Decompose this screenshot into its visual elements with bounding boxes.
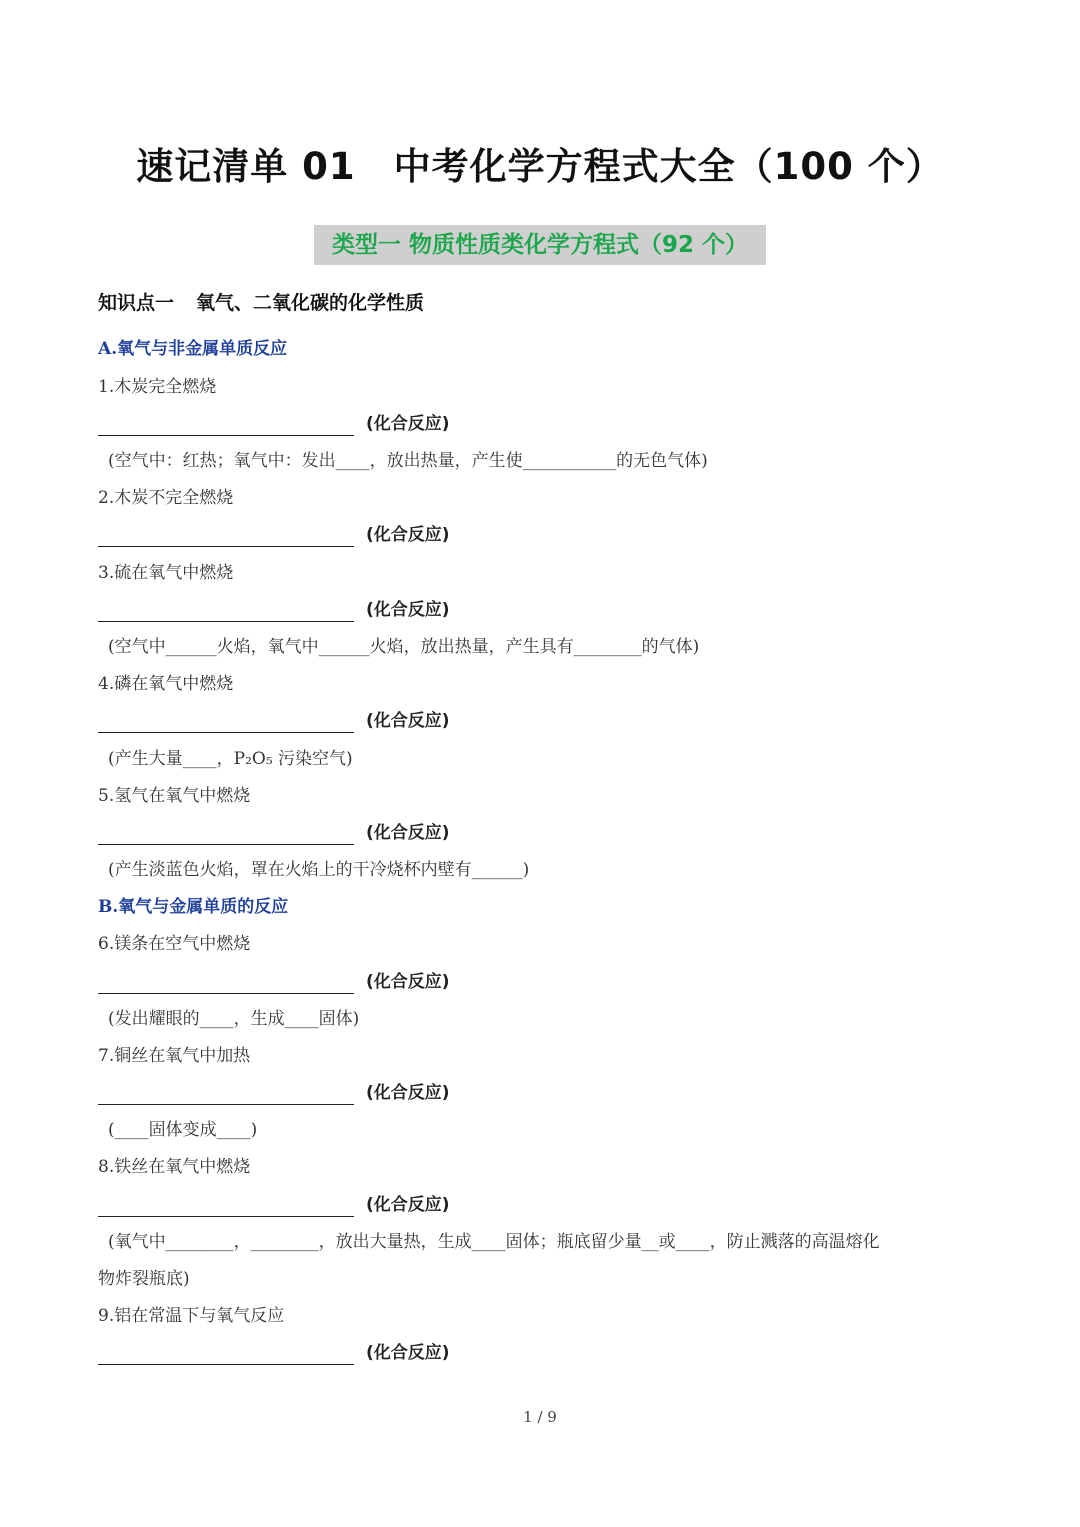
section-heading-b: B.氧气与金属单质的反应: [98, 897, 289, 917]
page-title: 速记清单 01 中考化学方程式大全（100 个）: [136, 145, 944, 188]
item-5: 5.氢气在氧气中燃烧: [98, 786, 251, 806]
equation-row-1: [98, 412, 450, 436]
note-1: (空气中：红热；氧气中：发出____，放出热量，产生使___________的无色气体): [108, 451, 708, 471]
equation-row-2: [98, 523, 450, 547]
note-8-continued: 物炸裂瓶底): [98, 1269, 190, 1289]
answer-blank[interactable]: [98, 1345, 354, 1365]
note-5: (产生淡蓝色火焰，罩在火焰上的干冷烧杯内壁有______): [108, 860, 530, 880]
knowledge-point-topic: 氧气、二氧化碳的化学性质: [196, 292, 425, 314]
type-banner: 类型一 物质性质类化学方程式（92 个）: [314, 225, 766, 265]
reaction-type-label: (化合反应): [366, 823, 450, 843]
answer-blank[interactable]: [98, 602, 354, 622]
equation-row-8: [98, 1193, 450, 1217]
equation-row-4: [98, 709, 450, 733]
item-4: 4.磷在氧气中燃烧: [98, 674, 234, 694]
reaction-type-label: (化合反应): [366, 1343, 450, 1363]
item-1: 1.木炭完全燃烧: [98, 377, 217, 397]
equation-row-9: [98, 1341, 450, 1365]
answer-blank[interactable]: [98, 713, 354, 733]
answer-blank[interactable]: [98, 416, 354, 436]
answer-blank[interactable]: [98, 974, 354, 994]
reaction-type-label: (化合反应): [366, 600, 450, 620]
item-2: 2.木炭不完全燃烧: [98, 488, 234, 508]
answer-blank[interactable]: [98, 527, 354, 547]
equation-row-3: [98, 598, 450, 622]
answer-blank[interactable]: [98, 825, 354, 845]
item-9: 9.铝在常温下与氧气反应: [98, 1306, 285, 1326]
reaction-type-label: (化合反应): [366, 414, 450, 434]
page-number: 1 / 9: [523, 1408, 557, 1426]
note-4: (产生大量____，P₂O₅ 污染空气): [108, 749, 353, 769]
equation-row-6: [98, 970, 450, 994]
equation-row-5: [98, 821, 450, 845]
item-3: 3.硫在氧气中燃烧: [98, 563, 234, 583]
item-8: 8.铁丝在氧气中燃烧: [98, 1157, 251, 1177]
note-7: (____固体变成____): [108, 1120, 258, 1140]
equation-row-7: [98, 1081, 450, 1105]
note-3: (空气中______火焰，氧气中______火焰，放出热量，产生具有________的气体): [108, 637, 700, 657]
section-heading-a: A.氧气与非金属单质反应: [98, 339, 288, 359]
reaction-type-label: (化合反应): [366, 711, 450, 731]
answer-blank[interactable]: [98, 1197, 354, 1217]
knowledge-point-label: 知识点一: [98, 292, 175, 314]
knowledge-point-heading: [98, 288, 424, 315]
reaction-type-label: (化合反应): [366, 972, 450, 992]
reaction-type-label: (化合反应): [366, 1195, 450, 1215]
note-6: (发出耀眼的____，生成____固体): [108, 1009, 360, 1029]
reaction-type-label: (化合反应): [366, 1083, 450, 1103]
answer-blank[interactable]: [98, 1085, 354, 1105]
item-7: 7.铜丝在氧气中加热: [98, 1046, 251, 1066]
item-6: 6.镁条在空气中燃烧: [98, 934, 251, 954]
reaction-type-label: (化合反应): [366, 525, 450, 545]
note-8: (氧气中________，________，放出大量热，生成____固体；瓶底留少量__或____，防止溅落的高温熔化: [108, 1232, 880, 1252]
